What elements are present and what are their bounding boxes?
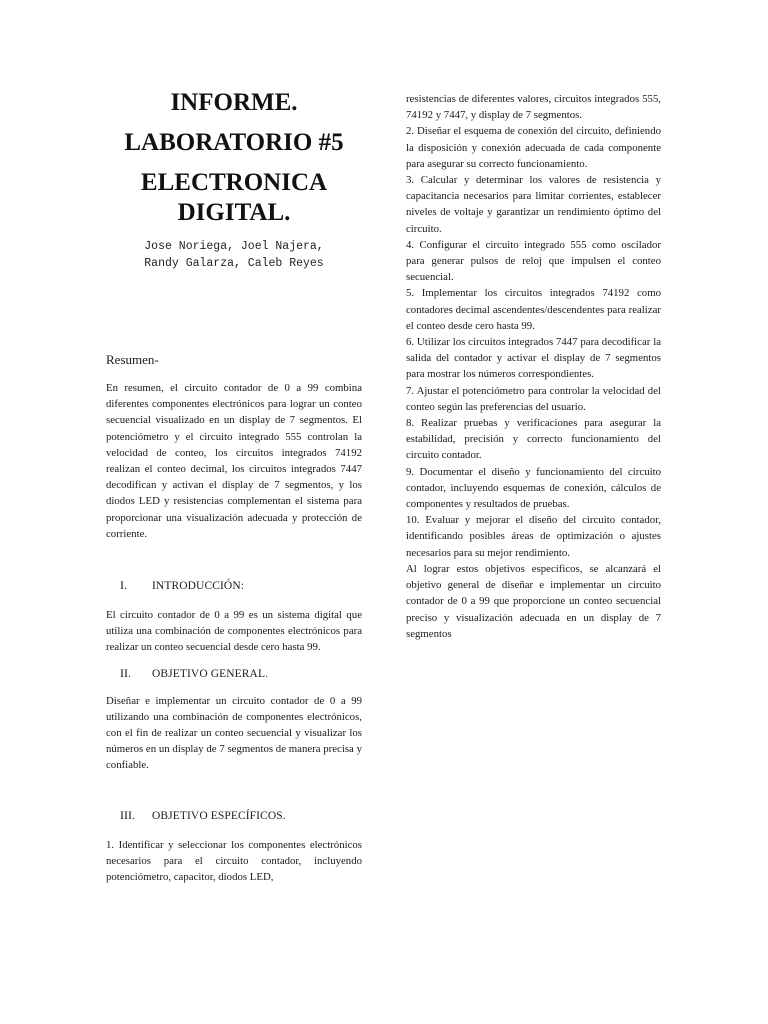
objective-item: 9. Documentar el diseño y funcionamiento del circuito contador, incluyendo esquemas de conexión, cálculos de componentes y resultados de pruebas. — [406, 465, 661, 511]
objective-item: 5. Implementar los circuitos integrados 74192 como contadores decimal ascendentes/descendentes para realizar el conteo desde cero hasta 99. — [406, 287, 661, 332]
right-column — [406, 91, 661, 642]
objective-item: resistencias de diferentes valores, circuitos integrados 555, 74192 y 7447, y display de 7 segmentos. — [406, 93, 661, 122]
section-number: III. — [120, 807, 135, 822]
objective-item: 4. Configurar el circuito integrado 555 como oscilador para generar pulsos de reloj que impulsen el conteo secuencial. — [406, 238, 661, 284]
title-line: LABORATORIO #5 — [124, 129, 344, 156]
section-text: 1. Identificar y seleccionar los componentes electrónicos necesarios para el circuito contador, incluyendo potenciómetro, capacitor, diodos LED, — [106, 838, 362, 884]
section-number: I. — [120, 578, 127, 593]
section-title: OBJETIVO GENERAL. — [152, 667, 269, 680]
left-column — [106, 88, 362, 885]
title-line: DIGITAL. — [177, 199, 291, 226]
authors-line: Jose Noriega, Joel Najera, — [144, 240, 324, 253]
objective-item: 7. Ajustar el potenciómetro para controlar la velocidad del conteo según las preferencias del usuario. — [406, 384, 661, 413]
objective-item: 6. Utilizar los circuitos integrados 7447 para decodificar la salida del contador y activar el display de 7 segmentos para mostrar los números correspondientes. — [406, 336, 661, 381]
section-title: OBJETIVO ESPECÍFICOS. — [152, 809, 286, 822]
paper-title — [106, 88, 362, 228]
authors — [106, 238, 362, 272]
objective-item: 10. Evaluar y mejorar el diseño del circuito contador, identificando posibles áreas de optimización o ajustes necesarios para su mejor rendimiento. — [406, 514, 661, 559]
abstract-heading: Resumen- — [106, 352, 159, 367]
section-number: II. — [120, 665, 131, 680]
section-heading — [106, 666, 362, 681]
objective-item: 2. Diseñar el esquema de conexión del circuito, definiendo la disposición y conexión adecuada de cada componente para asegurar su correcto funcionamiento. — [406, 125, 661, 170]
section-title: INTRODUCCIÓN: — [152, 580, 245, 593]
section-heading — [106, 578, 362, 593]
section-text: Diseñar e implementar un circuito contador de 0 a 99 utilizando una combinación de componentes electrónicos, con el fin de realizar un conteo secuencial y visualizar los números en un display de 7 segmentos de manera precisa y confiable. — [106, 694, 362, 772]
authors-line: Randy Galarza, Caleb Reyes — [144, 257, 324, 270]
title-line: INFORME. — [170, 89, 298, 116]
abstract-text: En resumen, el circuito contador de 0 a 99 combina diferentes componentes electrónicos para lograr un conteo secuencial visualizado en un display de 7 segmentos. El potenciómetro y el circuito integrado 555 controlan la velocidad de conteo, los circuitos integrados 74192 realizan el conteo decimal, los circuitos integrados 7447 decodifican y activan el display de 7 segmentos, y los diodos LED y resistencias complementan el sistema para proporcionar una visualización adecuada y protección de corriente. — [106, 382, 362, 540]
title-line: ELECTRONICA — [140, 169, 328, 196]
objective-item: 3. Calcular y determinar los valores de resistencia y capacitancia necesarios para limitar corrientes, establecer niveles de voltaje y garantizar un rendimiento óptimo del circuito. — [406, 174, 661, 235]
section-text: El circuito contador de 0 a 99 es un sistema digital que utiliza una combinación de componentes electrónicos para realizar un conteo secuencial desde cero hasta 99. — [106, 609, 362, 654]
conclusion-text: Al lograr estos objetivos específicos, se alcanzará el objetivo general de diseñar e implementar un circuito contador de 0 a 99 que proporcione un conteo secuencial preciso y visualización adecuada en un display de 7 segmentos — [406, 562, 661, 640]
section-heading — [106, 808, 362, 823]
objective-item: 8. Realizar pruebas y verificaciones para asegurar la estabilidad, precisión y correcto funcionamiento del circuito contador. — [406, 417, 661, 462]
